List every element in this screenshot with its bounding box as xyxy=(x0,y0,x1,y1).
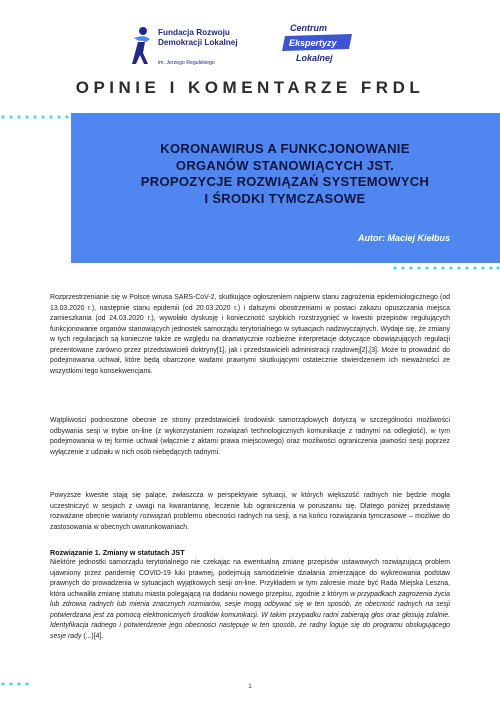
solution-paragraph xyxy=(50,558,450,642)
cel-logo-line3: Lokalnej xyxy=(296,53,333,63)
solution-heading: Rozwiązanie 1. Zmiany w statutach JST xyxy=(50,548,185,557)
paragraph-3: Powyższe kwestie stają się palące, zwłaszcza w perspektywie sytuacji, w których większość radnych nie będzie mogła uczestniczyć w sesjach z uwagi na kwarantannę, leczenie lub ograniczenia w poruszaniu się. Dlatego poniżej przedstawię rozważane obecnie warianty rozwiązań problemu obecności radnych na sesji, a na końcu rozwiązania tymczasowe – możliwe do zastosowania w obecnych uwarunkowaniach. xyxy=(50,492,450,531)
frdl-patron: im. Jerzego Regulskiego xyxy=(158,60,215,66)
paragraph-1: Rozprzestrzenianie się w Polsce wirusa SARS-CoV-2, skutkujące ogłoszeniem najpierw stanu zagrożenia epidemiologicznego (od 13.03.2020 r.), następnie stanu epidemii (od 20.03.2020 r.) i dalszymi obostrzeniami w postaci zakazu opuszczania miejsca zamieszkania (od 24.03.2020 r.), wywołało dyskusję i konieczność szybkich rozstrzygnięć w kwestii przepisów regulujących funkcjonowanie organów stanowiących jednostek samorządu terytorialnego w sytuacjach nadzwyczajnych. Wydaje się, że zmiany w tych regulacjach są konieczne także ze względu na dramatycznie rozbieżne interpretacje dotyczące obowiązujących regulacji prezentowane zarówno przez przedstawicieli doktryny[1], jak i przedstawicieli administracji rządowej[2],[3]. Może to prowadzić do podejmowania uchwał, które będą obarczone wadami prawnymi skutkującymi ostatecznie stwierdzeniem ich nieważności ze wszystkimi tego konsekwencjami. xyxy=(50,294,450,375)
frdl-logo xyxy=(128,24,268,70)
frdl-name: Fundacja Rozwoju Demokracji Lokalnej xyxy=(158,28,238,47)
article-title: KORONAWIRUS A FUNKCJONOWANIE ORGANÓW STANOWIĄCYCH JST. PROPOZYCJE ROZWIĄZAŃ SYSTEMOWYCH I ŚRODKI TYMCZASOWE xyxy=(140,141,430,206)
page-number: 1 xyxy=(248,683,252,690)
cel-logo-line1: Centrum xyxy=(290,23,328,33)
solution-text: Niektóre jednostki samorządu terytorialnego nie czekając na ewentualną zmianę przepisów ustawowych rozwiązującą problem ujawniony przez pandemię COVID-19 luki prawnej, podejmują samodzielnie działania zmierzające do wykreowania podstaw prawnych do prowadzenia w sytuacjach wyjątkowych sesji on-line. Przykładem w tym zakresie może być Rada Miejska Leszna, która uchwaliła zmianę statutu miasta polegającą na dodaniu nowego przepisu, zgodnie z którym xyxy=(50,559,450,598)
footnote-ref: (...)[4]. xyxy=(81,632,104,640)
cel-logo xyxy=(282,18,358,70)
series-title: OPINIE I KOMENTARZE FRDL xyxy=(75,78,425,97)
dotted-line-bottom xyxy=(392,264,500,272)
person-figure-icon xyxy=(128,26,154,66)
paragraph-2: Wątpliwości podnoszone obecnie ze strony przedstawicieli środowisk samorządowych dotyczą w szczególności możliwości odbywania sesji w trybie on-line (z wykorzystaniem rozwiązań technologicznych komunikacje z radnymi na odległość), w tym podejmowania w tej formie uchwał (włącznie z aktami prawa miejscowego) oraz możliwości ograniczenia jawności sesji poprzez wyłączenie z udziału w nich osób niebędących radnymi. xyxy=(50,417,450,456)
cel-logo-line2: Ekspertyzy xyxy=(289,38,337,48)
dotted-line-top xyxy=(0,113,80,121)
author-line: Autor: Maciej Kiełbus xyxy=(357,233,450,243)
statute-quote: w przypadkach zagrożenia życia lub zdrowia radnych lub mienia znacznych rozmiarów, sesje mogą odbywać się w ten sposób, że obecność radnych na sesji potwierdzana jest za pomocą elektronicznych środków komunikacji. W takim przypadku radni zabierają głos oraz głosują zdalnie. Identyfikacja radnego i potwierdzenie jego obecności następuje w ten sposób, że radny loguje się do programu obsługującego sesje rady xyxy=(50,590,450,640)
